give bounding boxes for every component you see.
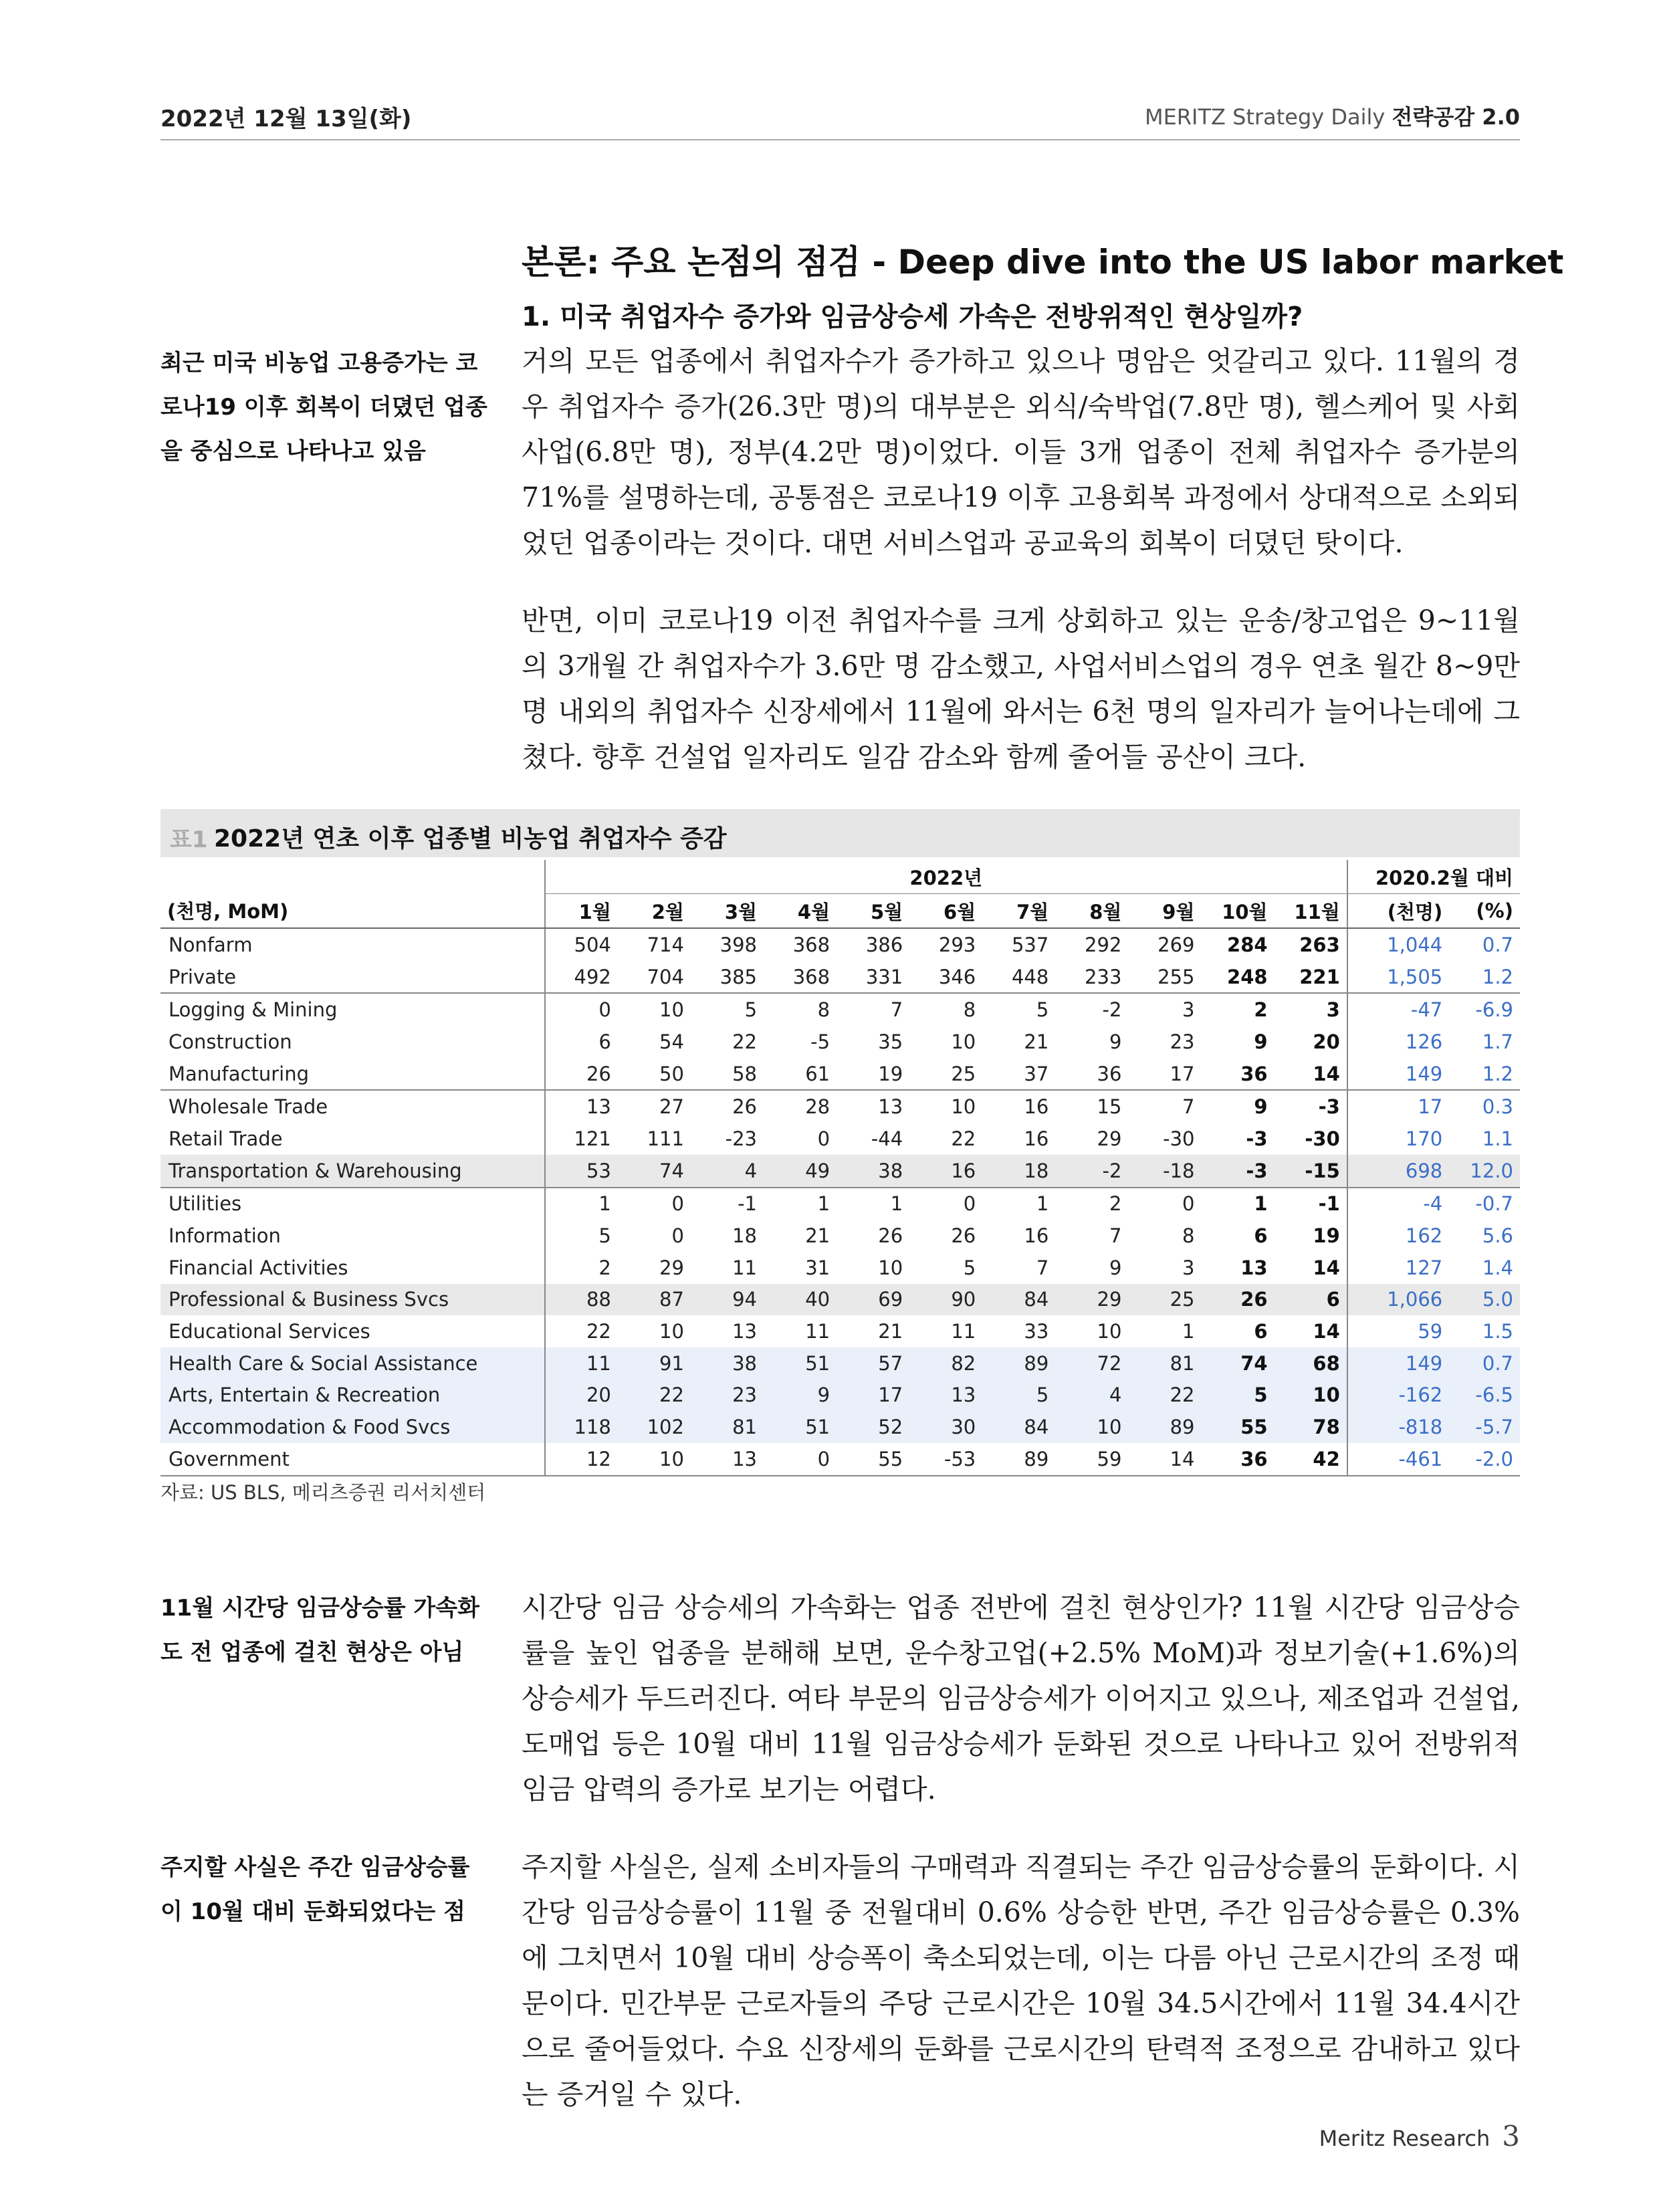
cell-month-10: -3 — [1201, 1155, 1274, 1188]
cell-month-9: 1 — [1182, 1320, 1195, 1343]
row-label: Arts, Entertain & Recreation — [160, 1379, 545, 1412]
cell-month-1: 20 — [545, 1379, 618, 1412]
cell-month-9: 25 — [1128, 1284, 1201, 1316]
group-header-vs2020: 2020.2월 대비 — [1347, 860, 1520, 894]
cell-month-3: 94 — [691, 1284, 764, 1316]
cell-month-11: -15 — [1275, 1155, 1347, 1188]
month-header-10: 10월 — [1201, 894, 1274, 929]
cell-vs2020-pct: -6.5 — [1449, 1379, 1520, 1412]
cell-month-10: 55 — [1201, 1411, 1274, 1443]
cell-month-7: 37 — [1024, 1062, 1049, 1085]
cell-month-10: 6 — [1254, 1224, 1268, 1248]
month-header-5: 5월 — [837, 894, 909, 929]
cell-month-7: 5 — [982, 1379, 1055, 1412]
cell-vs2020-abs: 170 — [1347, 1123, 1449, 1155]
cell-month-5: 19 — [878, 1062, 903, 1085]
cell-vs2020-pct: -2.0 — [1449, 1443, 1520, 1476]
cell-month-10: 5 — [1201, 1379, 1274, 1412]
cell-month-7: 16 — [1024, 1224, 1049, 1248]
cell-month-2: 714 — [647, 933, 684, 956]
month-header-1: 1월 — [545, 894, 618, 929]
cell-vs2020-abs: 1,066 — [1347, 1284, 1449, 1316]
cell-month-2: 0 — [671, 1224, 684, 1248]
table-row — [160, 1252, 1520, 1284]
cell-vs2020-pct: 1.4 — [1482, 1256, 1513, 1279]
cell-month-2: 74 — [618, 1155, 691, 1188]
cell-month-8: 10 — [1097, 1320, 1122, 1343]
cell-month-5: 1 — [837, 1188, 909, 1220]
paragraph-1: 거의 모든 업종에서 취업자수가 증가하고 있으나 명암은 엇갈리고 있다. 11월의 경우 취업자수 증가(26.3만 명)의 대부분은 외식/숙박업(7.8만 명), 헬스케어 및 사회사업(6.8만 명), 정부(4.2만 명)이었다. 이들 3개 업종이 전체 취업자수 증가분의 71%를 설명하는데, 공통점은 코로나19 이후 고용회복 과정에서 상대적으로 소외되었던 업종이라는 것이다. 대면 서비스업과 공교육의 회복이 더뎠던 탓이다. — [522, 345, 1520, 559]
cell-month-9: 269 — [1157, 933, 1195, 956]
unit-header: (천명, MoM) — [160, 894, 545, 929]
cell-month-2: 10 — [618, 993, 691, 1026]
cell-vs2020-pct: 1.7 — [1482, 1030, 1513, 1053]
cell-month-8: -2 — [1055, 993, 1128, 1026]
cell-month-4: 49 — [764, 1155, 837, 1188]
cell-month-7: 5 — [982, 993, 1055, 1026]
footer-brand: Meritz Research — [1319, 2126, 1490, 2151]
cell-month-9: 3 — [1182, 1256, 1195, 1279]
cell-month-6: 82 — [909, 1347, 982, 1379]
cell-vs2020-abs: -4 — [1347, 1188, 1449, 1220]
cell-vs2020-pct: 1.2 — [1482, 1062, 1513, 1085]
cell-vs2020-pct: 12.0 — [1449, 1155, 1520, 1188]
month-header-8: 8월 — [1055, 894, 1128, 929]
cell-month-4: 1 — [764, 1188, 837, 1220]
cell-month-10: 26 — [1201, 1284, 1274, 1316]
cell-month-7: 84 — [982, 1284, 1055, 1316]
cell-month-3: 38 — [691, 1347, 764, 1379]
cell-vs2020-abs: 59 — [1347, 1315, 1449, 1347]
month-header-9: 9월 — [1128, 894, 1201, 929]
cell-month-8: -2 — [1055, 1155, 1128, 1188]
month-header-7: 7월 — [982, 894, 1055, 929]
row-label: Private — [169, 965, 237, 988]
table-row — [160, 1058, 1520, 1091]
cell-month-9: 8 — [1182, 1224, 1195, 1248]
cell-month-7: 537 — [1011, 933, 1049, 956]
cell-month-3: 81 — [691, 1411, 764, 1443]
cell-month-4: 9 — [764, 1379, 837, 1412]
vs2020-pct-header: (%) — [1449, 894, 1520, 929]
cell-month-8: 292 — [1085, 933, 1122, 956]
table-row — [160, 993, 1520, 1026]
cell-month-10: 36 — [1201, 1443, 1274, 1476]
header-date: 2022년 12월 13일(화) — [160, 106, 412, 132]
cell-month-6: 8 — [909, 993, 982, 1026]
cell-month-11: 3 — [1275, 993, 1347, 1026]
side-note-2: 11월 시간당 임금상승률 가속화도 전 업종에 걸친 현상은 아님 — [160, 1595, 479, 1666]
cell-month-6: 13 — [909, 1379, 982, 1412]
cell-month-1: 118 — [545, 1411, 618, 1443]
cell-month-1: 2 — [545, 1252, 618, 1284]
cell-month-6: -53 — [909, 1443, 982, 1476]
cell-month-5: 57 — [837, 1347, 909, 1379]
cell-vs2020-abs: 162 — [1347, 1220, 1449, 1252]
cell-month-9: 7 — [1128, 1090, 1201, 1123]
vs2020-abs-header: (천명) — [1347, 894, 1449, 929]
cell-month-7: 18 — [982, 1155, 1055, 1188]
cell-month-4: 368 — [792, 965, 831, 988]
cell-month-7: 448 — [1011, 965, 1049, 988]
cell-vs2020-abs: -162 — [1347, 1379, 1449, 1412]
row-label: Logging & Mining — [160, 993, 545, 1026]
cell-month-5: 21 — [878, 1320, 903, 1343]
cell-vs2020-pct: 0.7 — [1449, 1347, 1520, 1379]
cell-month-5: -44 — [871, 1127, 903, 1150]
row-label: Government — [160, 1443, 545, 1476]
cell-month-1: 5 — [545, 1220, 618, 1252]
cell-vs2020-abs: 127 — [1347, 1252, 1449, 1284]
row-label: Transportation & Warehousing — [160, 1155, 545, 1188]
cell-month-2: 91 — [618, 1347, 691, 1379]
cell-vs2020-pct: -6.9 — [1449, 993, 1520, 1026]
cell-month-1: 26 — [545, 1058, 618, 1091]
cell-month-3: 13 — [691, 1443, 764, 1476]
cell-month-6: 22 — [951, 1127, 976, 1150]
cell-month-6: 0 — [909, 1188, 982, 1220]
cell-month-5: 331 — [865, 965, 903, 988]
cell-vs2020-pct: 5.6 — [1482, 1224, 1513, 1248]
cell-month-2: 50 — [659, 1062, 684, 1085]
cell-month-11: 263 — [1299, 933, 1340, 956]
cell-month-7: 1 — [982, 1188, 1055, 1220]
row-label: Manufacturing — [169, 1062, 309, 1085]
table-row — [160, 1284, 1520, 1316]
sub-title: 1. 미국 취업자수 증가와 임금상승세 가속은 전방위적인 현상일까? — [522, 302, 1303, 332]
cell-month-6: 26 — [951, 1224, 976, 1248]
header-divider — [160, 139, 1520, 140]
cell-vs2020-pct: 1.1 — [1482, 1127, 1513, 1150]
cell-month-4: 51 — [764, 1411, 837, 1443]
cell-month-7: 21 — [1024, 1030, 1049, 1053]
month-header-4: 4월 — [764, 894, 837, 929]
cell-month-10: 2 — [1201, 993, 1274, 1026]
row-label: Information — [169, 1224, 281, 1248]
cell-month-4: 61 — [805, 1062, 831, 1085]
cell-month-8: 29 — [1097, 1127, 1122, 1150]
cell-month-11: -3 — [1275, 1090, 1347, 1123]
table-source: 자료: US BLS, 메리츠증권 리서치센터 — [160, 1481, 486, 1504]
cell-month-3: 5 — [691, 993, 764, 1026]
table-row — [160, 928, 1520, 961]
table-row — [160, 1411, 1520, 1443]
cell-month-11: 6 — [1275, 1284, 1347, 1316]
cell-month-4: 0 — [817, 1127, 831, 1150]
cell-month-5: 386 — [865, 933, 903, 956]
cell-month-2: 27 — [618, 1090, 691, 1123]
cell-month-2: 102 — [618, 1411, 691, 1443]
cell-month-11: 19 — [1313, 1224, 1340, 1248]
table-row — [160, 1123, 1520, 1155]
cell-month-11: 20 — [1313, 1030, 1340, 1053]
cell-month-9: 255 — [1157, 965, 1195, 988]
cell-vs2020-pct: -5.7 — [1449, 1411, 1520, 1443]
cell-vs2020-abs: 1,505 — [1347, 961, 1449, 994]
cell-month-11: 78 — [1275, 1411, 1347, 1443]
cell-month-9: 22 — [1128, 1379, 1201, 1412]
page-number: 3 — [1502, 2120, 1520, 2152]
header-brand — [1145, 100, 1520, 131]
cell-vs2020-abs: 126 — [1347, 1026, 1449, 1058]
cell-month-5: 35 — [878, 1030, 903, 1053]
cell-vs2020-pct: 0.3 — [1449, 1090, 1520, 1123]
cell-month-6: 30 — [909, 1411, 982, 1443]
cell-month-6: 11 — [951, 1320, 976, 1343]
cell-month-5: 26 — [878, 1224, 903, 1248]
cell-month-10: 36 — [1240, 1062, 1268, 1085]
row-label: Professional & Business Svcs — [160, 1284, 545, 1316]
cell-vs2020-pct: 1.2 — [1482, 965, 1513, 988]
cell-month-8: 59 — [1055, 1443, 1128, 1476]
cell-month-10: 13 — [1240, 1256, 1268, 1279]
cell-month-6: 293 — [938, 933, 976, 956]
cell-month-6: 25 — [951, 1062, 976, 1085]
cell-month-2: 10 — [618, 1443, 691, 1476]
cell-month-10: 9 — [1201, 1090, 1274, 1123]
cell-month-5: 38 — [837, 1155, 909, 1188]
table-row — [160, 1443, 1520, 1476]
table-corner — [160, 860, 545, 894]
row-label: Wholesale Trade — [160, 1090, 545, 1123]
cell-vs2020-abs: -47 — [1347, 993, 1449, 1026]
cell-month-4: 0 — [764, 1443, 837, 1476]
cell-month-6: 10 — [909, 1090, 982, 1123]
cell-month-3: 22 — [732, 1030, 758, 1053]
cell-month-2: 10 — [659, 1320, 684, 1343]
cell-month-11: -1 — [1275, 1188, 1347, 1220]
cell-month-4: 31 — [805, 1256, 831, 1279]
cell-month-10: 1 — [1201, 1188, 1274, 1220]
cell-month-6: 10 — [951, 1030, 976, 1053]
cell-month-9: 3 — [1128, 993, 1201, 1026]
table-row — [160, 1347, 1520, 1379]
cell-month-11: 68 — [1275, 1347, 1347, 1379]
cell-month-4: -5 — [810, 1030, 831, 1053]
cell-month-11: 221 — [1299, 965, 1340, 988]
cell-month-9: -18 — [1128, 1155, 1201, 1188]
row-label: Accommodation & Food Svcs — [160, 1411, 545, 1443]
table-row — [160, 961, 1520, 994]
cell-month-1: 492 — [545, 961, 618, 994]
cell-vs2020-abs: 149 — [1347, 1058, 1449, 1091]
cell-month-6: 5 — [963, 1256, 976, 1279]
cell-month-8: 2 — [1055, 1188, 1128, 1220]
cell-month-1: 1 — [545, 1188, 618, 1220]
cell-month-5: 17 — [837, 1379, 909, 1412]
group-header-2022: 2022년 — [545, 860, 1347, 894]
cell-month-8: 9 — [1109, 1030, 1122, 1053]
column-header-row — [160, 894, 1520, 929]
month-header-11: 11월 — [1275, 894, 1347, 929]
row-label: Nonfarm — [169, 933, 253, 956]
cell-month-7: 16 — [1024, 1127, 1049, 1150]
cell-month-9: -30 — [1163, 1127, 1195, 1150]
cell-vs2020-abs: 149 — [1347, 1347, 1449, 1379]
cell-month-2: 22 — [618, 1379, 691, 1412]
cell-month-3: 18 — [732, 1224, 758, 1248]
cell-month-1: 121 — [545, 1123, 618, 1155]
month-header-2: 2월 — [618, 894, 691, 929]
cell-month-3: -1 — [691, 1188, 764, 1220]
cell-month-5: 52 — [837, 1411, 909, 1443]
cell-vs2020-pct: 1.5 — [1482, 1320, 1513, 1343]
row-label: Retail Trade — [169, 1127, 283, 1150]
table-body — [160, 928, 1520, 1476]
cell-vs2020-pct: -0.7 — [1449, 1188, 1520, 1220]
cell-month-6: 346 — [938, 965, 976, 988]
side-note-1: 최근 미국 비농업 고용증가는 코로나19 이후 회복이 더뎠던 업종을 중심으로 나타나고 있음 — [160, 350, 487, 465]
cell-month-1: 22 — [545, 1315, 618, 1347]
paragraph-4: 주지할 사실은, 실제 소비자들의 구매력과 직결되는 주간 임금상승률의 둔화이다. 시간당 임금상승률이 11월 중 전월대비 0.6% 상승한 반면, 주간 임금상승률은 0.3%에 그치면서 10월 대비 상승폭이 축소되었는데, 이는 다름 아닌 근로시간의 조정 때문이다. 민간부문 근로자들의 주당 근로시간은 10월 34.5시간에서 11월 34.4시간으로 줄어들었다. 수요 신장세의 둔화를 근로시간의 탄력적 조정으로 감내하고 있다는 증거일 수 있다. — [522, 1851, 1520, 2110]
cell-month-2: 54 — [659, 1030, 684, 1053]
employment-table — [160, 860, 1520, 1476]
cell-month-10: 284 — [1227, 933, 1268, 956]
cell-month-11: 10 — [1275, 1379, 1347, 1412]
cell-month-5: 10 — [878, 1256, 903, 1279]
cell-month-2: 29 — [659, 1256, 684, 1279]
cell-month-7: 7 — [1036, 1256, 1049, 1279]
cell-month-4: 51 — [764, 1347, 837, 1379]
cell-month-4: 368 — [792, 933, 831, 956]
cell-month-8: 15 — [1055, 1090, 1128, 1123]
row-label: Financial Activities — [169, 1256, 348, 1279]
cell-month-3: 398 — [720, 933, 758, 956]
cell-month-4: 40 — [764, 1284, 837, 1316]
cell-month-7: 33 — [1024, 1320, 1049, 1343]
cell-month-8: 7 — [1109, 1224, 1122, 1248]
table-title: 2022년 연초 이후 업종별 비농업 취업자수 증감 — [214, 825, 727, 853]
cell-vs2020-abs: 698 — [1347, 1155, 1449, 1188]
cell-month-8: 36 — [1097, 1062, 1122, 1085]
cell-month-3: 58 — [732, 1062, 758, 1085]
row-label: Utilities — [160, 1188, 545, 1220]
cell-month-10: 9 — [1254, 1030, 1268, 1053]
cell-month-8: 4 — [1055, 1379, 1128, 1412]
cell-month-8: 233 — [1085, 965, 1122, 988]
cell-month-1: 13 — [545, 1090, 618, 1123]
cell-month-10: 248 — [1227, 965, 1268, 988]
cell-month-2: 0 — [618, 1188, 691, 1220]
side-note-3: 주지할 사실은 주간 임금상승률이 10월 대비 둔화되었다는 점 — [160, 1854, 470, 1925]
cell-month-1: 0 — [545, 993, 618, 1026]
cell-month-9: 23 — [1170, 1030, 1195, 1053]
row-label: Educational Services — [169, 1320, 370, 1343]
cell-month-5: 69 — [837, 1284, 909, 1316]
cell-month-1: 88 — [545, 1284, 618, 1316]
row-label: Health Care & Social Assistance — [160, 1347, 545, 1379]
section-title: 본론: 주요 논점의 점검 - Deep dive into the US labor market — [522, 243, 1564, 282]
cell-month-11: 14 — [1313, 1320, 1340, 1343]
cell-vs2020-pct: 0.7 — [1482, 933, 1513, 956]
table-row — [160, 1315, 1520, 1347]
cell-month-1: 504 — [545, 928, 618, 961]
cell-month-5: 55 — [837, 1443, 909, 1476]
row-label: Construction — [169, 1030, 292, 1053]
cell-month-5: 13 — [837, 1090, 909, 1123]
cell-vs2020-pct: 5.0 — [1449, 1284, 1520, 1316]
cell-month-1: 53 — [545, 1155, 618, 1188]
cell-month-9: 0 — [1128, 1188, 1201, 1220]
cell-month-9: 17 — [1170, 1062, 1195, 1085]
cell-month-11: 14 — [1313, 1062, 1340, 1085]
cell-month-11: -30 — [1305, 1127, 1340, 1150]
cell-month-5: 7 — [837, 993, 909, 1026]
header-product: 전략공감 2.0 — [1392, 104, 1520, 130]
cell-month-3: 11 — [732, 1256, 758, 1279]
cell-month-2: 111 — [647, 1127, 684, 1150]
table-row — [160, 1220, 1520, 1252]
cell-month-3: 385 — [720, 965, 758, 988]
cell-month-3: 4 — [691, 1155, 764, 1188]
footer — [1319, 2120, 1520, 2152]
table-row — [160, 1155, 1520, 1188]
paragraph-2: 반면, 이미 코로나19 이전 취업자수를 크게 상회하고 있는 운송/창고업은 9~11월의 3개월 간 취업자수가 3.6만 명 감소했고, 사업서비스업의 경우 연초 월간 8~9만 명 내외의 취업자수 신장세에서 11월에 와서는 6천 명의 일자리가 늘어나는데에 그쳤다. 향후 건설업 일자리도 일감 감소와 함께 줄어들 공산이 크다. — [522, 604, 1520, 773]
header-brand-name: MERITZ Strategy Daily — [1144, 104, 1386, 130]
cell-month-7: 89 — [982, 1347, 1055, 1379]
cell-month-3: -23 — [725, 1127, 758, 1150]
cell-month-7: 16 — [982, 1090, 1055, 1123]
month-header-6: 6월 — [909, 894, 982, 929]
cell-month-4: 8 — [764, 993, 837, 1026]
cell-month-9: 14 — [1128, 1443, 1201, 1476]
cell-month-11: 42 — [1275, 1443, 1347, 1476]
paragraph-3: 시간당 임금 상승세의 가속화는 업종 전반에 걸친 현상인가? 11월 시간당 임금상승률을 높인 업종을 분해해 보면, 운수창고업(+2.5% MoM)과 정보기술(+1.6%)의 상승세가 두드러진다. 여타 부문의 임금상승세가 이어지고 있으나, 제조업과 건설업, 도매업 등은 10월 대비 11월 임금상승세가 둔화된 것으로 나타나고 있어 전방위적 임금 압력의 증가로 보기는 어렵다. — [522, 1591, 1520, 1805]
cell-month-4: 21 — [805, 1224, 831, 1248]
cell-month-9: 89 — [1128, 1411, 1201, 1443]
table-row — [160, 1090, 1520, 1123]
cell-month-8: 72 — [1055, 1347, 1128, 1379]
table-row — [160, 1379, 1520, 1412]
cell-month-3: 13 — [732, 1320, 758, 1343]
cell-month-3: 23 — [691, 1379, 764, 1412]
cell-month-7: 89 — [982, 1443, 1055, 1476]
cell-month-9: 81 — [1128, 1347, 1201, 1379]
cell-month-6: 90 — [909, 1284, 982, 1316]
cell-month-10: -3 — [1246, 1127, 1268, 1150]
cell-month-2: 704 — [647, 965, 684, 988]
cell-month-2: 87 — [618, 1284, 691, 1316]
cell-month-3: 26 — [691, 1090, 764, 1123]
cell-vs2020-abs: 17 — [1347, 1090, 1449, 1123]
cell-month-7: 84 — [982, 1411, 1055, 1443]
cell-month-4: 28 — [764, 1090, 837, 1123]
cell-vs2020-abs: -461 — [1347, 1443, 1449, 1476]
cell-month-4: 11 — [805, 1320, 831, 1343]
cell-month-1: 11 — [545, 1347, 618, 1379]
month-header-3: 3월 — [691, 894, 764, 929]
table-row — [160, 1026, 1520, 1058]
cell-month-8: 9 — [1109, 1256, 1122, 1279]
cell-month-8: 10 — [1055, 1411, 1128, 1443]
cell-month-8: 29 — [1055, 1284, 1128, 1316]
cell-vs2020-abs: -818 — [1347, 1411, 1449, 1443]
table-label: 표1 — [170, 826, 208, 853]
cell-vs2020-abs: 1,044 — [1347, 928, 1449, 961]
cell-month-1: 12 — [545, 1443, 618, 1476]
cell-month-10: 74 — [1201, 1347, 1274, 1379]
cell-month-1: 6 — [545, 1026, 618, 1058]
cell-month-6: 16 — [909, 1155, 982, 1188]
cell-month-10: 6 — [1254, 1320, 1268, 1343]
table-row — [160, 1188, 1520, 1220]
cell-month-11: 14 — [1313, 1256, 1340, 1279]
